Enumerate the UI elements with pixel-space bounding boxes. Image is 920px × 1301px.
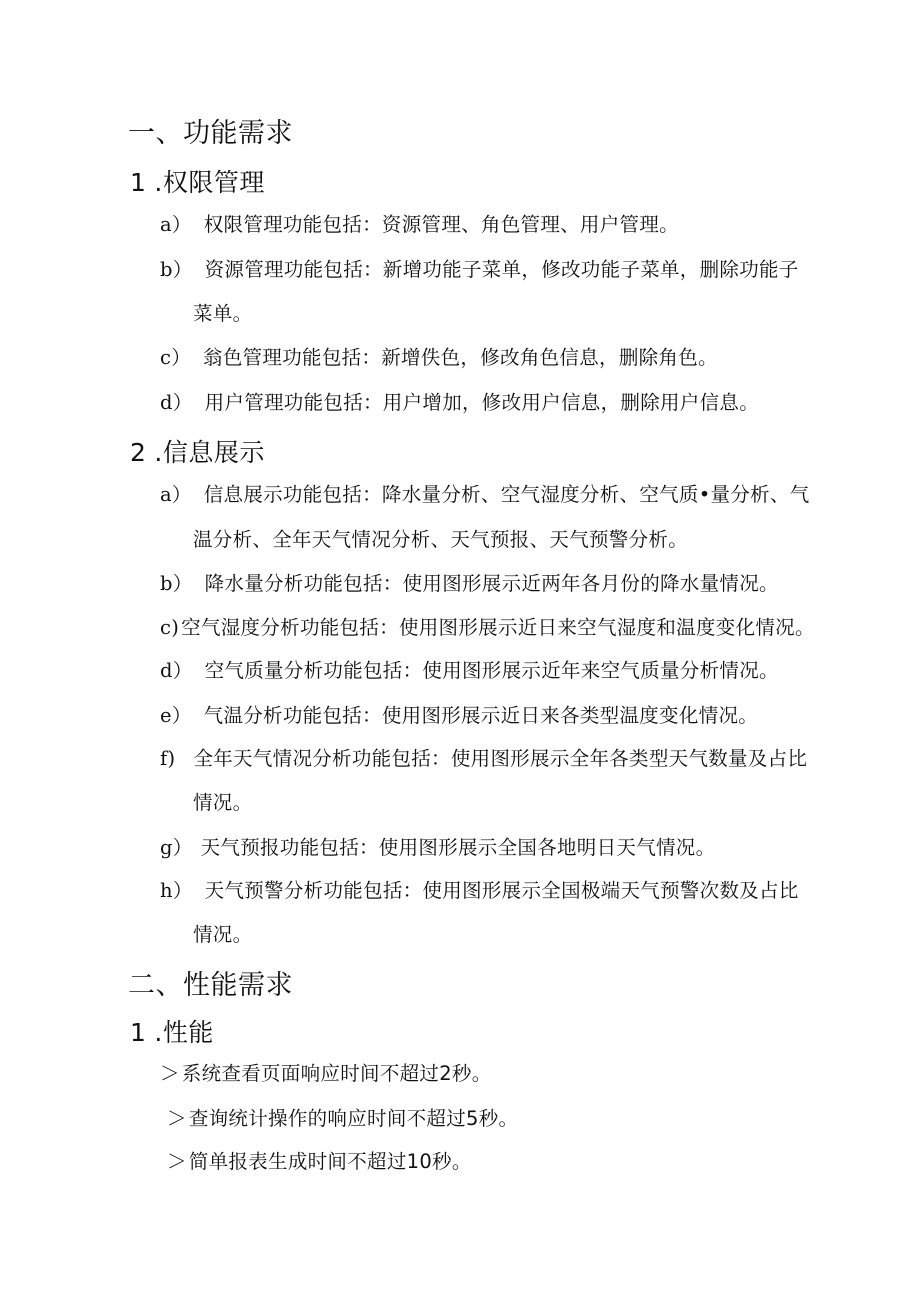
subsection-number: 1 (130, 1018, 147, 1047)
list-item-text: 天气预警分析功能包括：使用图形展示全国极端天气预警次数及占比 (204, 879, 799, 902)
bullet-text: 查询统计操作的响应时间不超过5秒。 (188, 1107, 519, 1130)
list-marker: f) (160, 747, 176, 770)
bullet-marker: ＞ (167, 1150, 187, 1173)
section-heading-performance: 二、性能需求 (128, 970, 293, 1001)
list-marker: a） (160, 483, 192, 506)
list-item (160, 260, 799, 280)
subsection-heading-permission (130, 170, 265, 195)
list-marker: h） (160, 879, 193, 902)
list-item-text: 空气质量分析功能包括：使用图形展示近年来空气质量分析情况。 (204, 659, 779, 682)
bullet-marker: ＞ (167, 1107, 187, 1130)
list-item (160, 393, 759, 413)
list-item-text: 权限管理功能包括：资源管理、角色管理、用户管理。 (203, 213, 679, 236)
list-marker: c） (160, 346, 192, 369)
subsection-heading-info-display (130, 440, 265, 465)
list-item-text: 全年天气情况分析功能包括：使用图形展示全年各类型天气数量及占比 (193, 747, 808, 770)
list-marker: b） (160, 258, 193, 281)
subsection-number: 2 (130, 438, 147, 467)
list-marker: g） (160, 836, 193, 859)
bullet-item (167, 1152, 472, 1172)
list-item-continuation: 温分析、全年天气情况分析、天气预报、天气预警分析。 (193, 528, 689, 551)
list-marker: c) (160, 616, 180, 639)
list-item-text: 降水量分析功能包括：使用图形展示近两年各月份的降水量情况。 (204, 572, 779, 595)
list-item (160, 749, 807, 769)
list-item-text: 信息展示功能包括：降水量分析、空气湿度分析、空气质•量分析、气 (203, 483, 810, 506)
subsection-title: .权限管理 (154, 168, 265, 197)
list-marker: d） (160, 391, 193, 414)
bullet-item (160, 1064, 492, 1084)
list-item-text: 气温分析功能包括：使用图形展示近日来各类型温度变化情况。 (203, 704, 759, 727)
list-item (160, 574, 779, 594)
subsection-heading-performance (130, 1020, 214, 1045)
list-marker: d） (160, 659, 193, 682)
list-item (160, 485, 810, 505)
list-item (160, 215, 679, 235)
list-item (160, 661, 779, 681)
list-item (160, 706, 758, 726)
list-item-text: 天气预报功能包括：使用图形展示全国各地明日天气情况。 (200, 836, 716, 859)
list-item-text: 翁色管理功能包括：新增佚色，修改角色信息，删除角色。 (203, 346, 718, 369)
list-item-text: 空气湿度分析功能包括：使用图形展示近日来空气湿度和温度变化情况。 (181, 616, 815, 639)
bullet-text: 系统查看页面响应时间不超过2秒。 (181, 1062, 492, 1085)
list-item-continuation: 菜单。 (193, 302, 253, 325)
bullet-item (167, 1109, 518, 1129)
list-item (160, 348, 718, 368)
list-marker: e） (160, 704, 192, 727)
section-heading-functional: 一、功能需求 (128, 118, 293, 149)
list-item-continuation: 情况。 (193, 791, 253, 814)
subsection-number: 1 (130, 168, 147, 197)
subsection-title: .性能 (154, 1018, 214, 1047)
list-item-text: 用户管理功能包括：用户增加，修改用户信息，删除用户信息。 (204, 391, 759, 414)
list-item (160, 881, 799, 901)
list-item-text: 资源管理功能包括：新增功能子菜单，修改功能子菜单，删除功能子 (204, 258, 799, 281)
list-marker: b） (160, 572, 193, 595)
list-item-continuation: 情况。 (193, 923, 253, 946)
list-marker: a） (160, 213, 192, 236)
bullet-marker: ＞ (160, 1062, 180, 1085)
subsection-title: .信息展示 (154, 438, 265, 467)
bullet-text: 简单报表生成时间不超过10秒。 (188, 1150, 472, 1173)
list-item (160, 618, 815, 638)
list-item (160, 838, 715, 858)
